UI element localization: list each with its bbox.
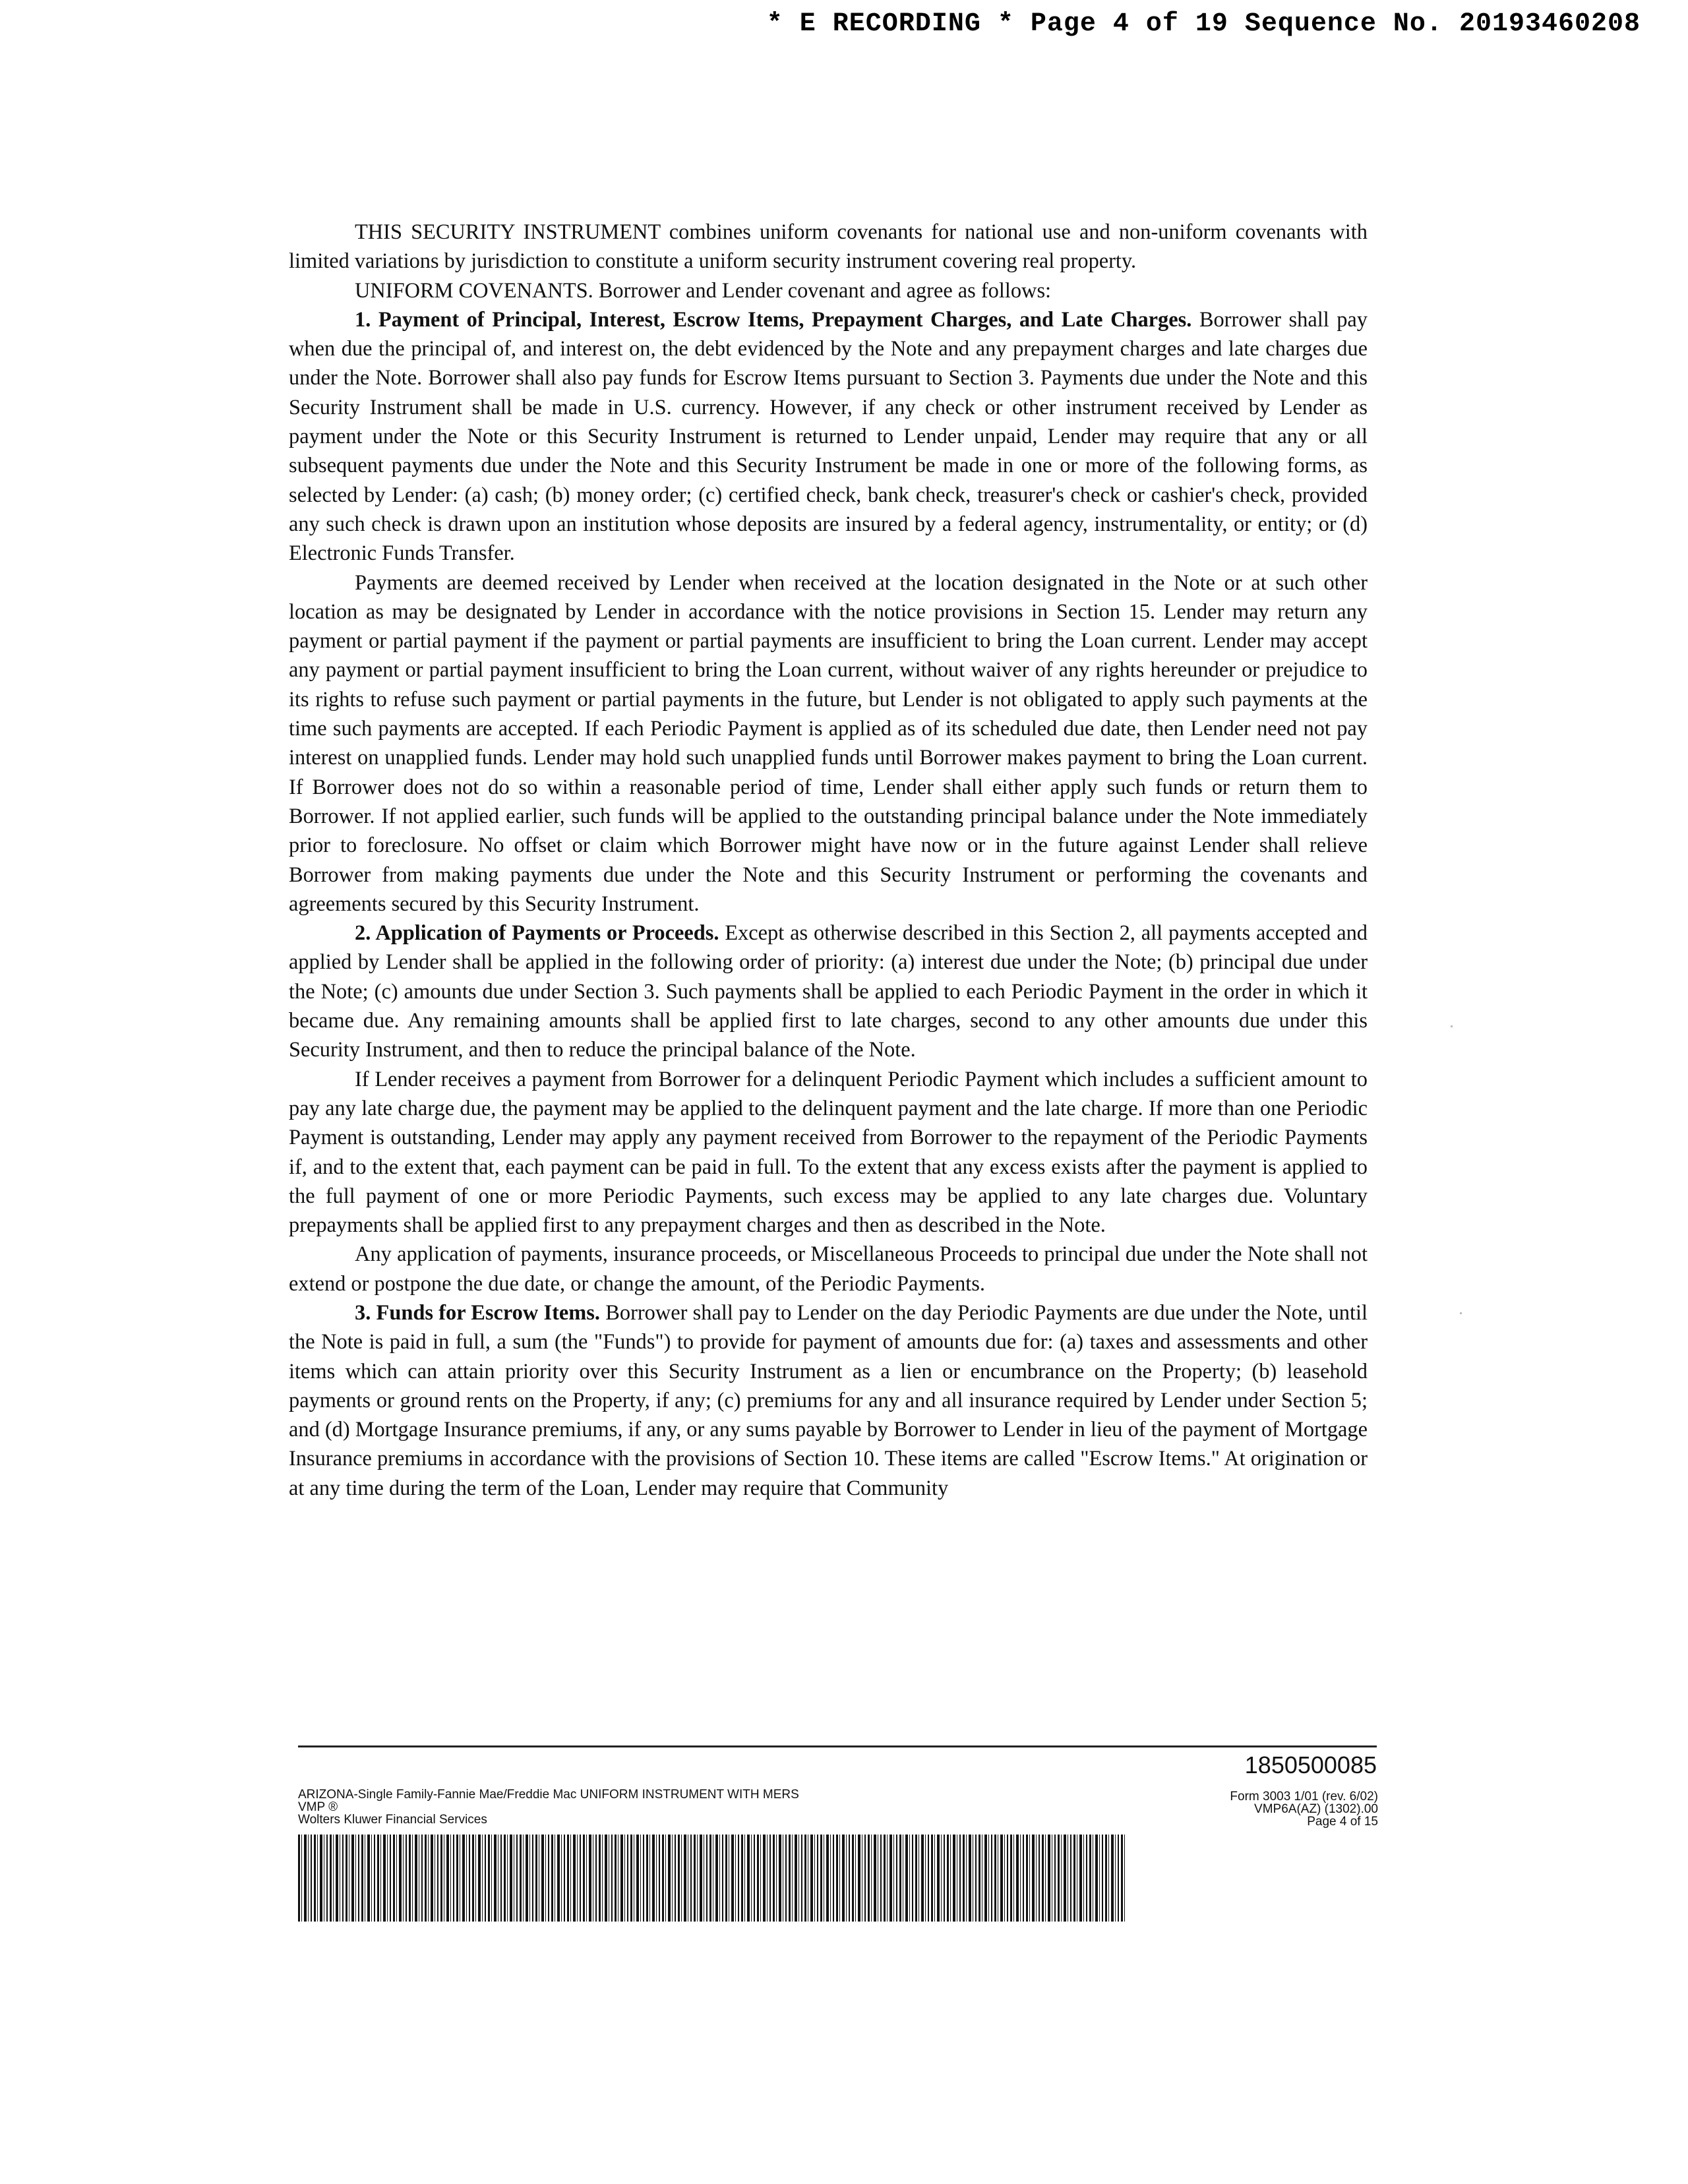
form-description (298, 1788, 799, 1826)
section-2-paragraph-2: If Lender receives a payment from Borrower for a delinquent Periodic Payment which includes a sufficient amount to pay any late charge due, the payment may be applied to the delinquent payment and the late charge. If more than one Periodic Payment is outstanding, Lender may apply any payment received from Borrower to the repayment of the Periodic Payments if, and to the extent that, each payment can be paid in full. To the extent that any excess exists after the payment is applied to the full payment of one or more Periodic Payments, such excess may be applied to any late charges due. Voluntary prepayments shall be applied first to any prepayment charges and then as described in the Note. (289, 1067, 1368, 1238)
form-description-line-3: Wolters Kluwer Financial Services (298, 1813, 487, 1827)
scan-speck (1451, 1025, 1453, 1027)
section-2-text: Except as otherwise described in this Section 2, all payments accepted and applied by Lender shall be applied in the following order of priority: (a) interest due under the Note; (b) principal due under the Note; (c) amounts due under Section 3. Such payments shall be applied to each Periodic Payment in the order in which it became due. Any remaining amounts shall be applied first to late charges, second to any other amounts due under this Security Instrument, and then to reduce the principal balance of the Note. (289, 921, 1368, 1062)
section-1-heading: 1. Payment of Principal, Interest, Escrow Items, Prepayment Charges, and Late Charges. (355, 307, 1192, 332)
uniform-covenants-paragraph: UNIFORM COVENANTS. Borrower and Lender covenant and agree as follows: (355, 278, 1052, 303)
intro-paragraph: THIS SECURITY INSTRUMENT combines uniform covenants for national use and non-uniform covenants with limited variations by jurisdiction to constitute a uniform security instrument covering real property. (289, 220, 1368, 274)
section-1-paragraph (289, 305, 1368, 568)
section-3-paragraph (289, 1298, 1368, 1503)
barcode-image (298, 1835, 1125, 1922)
form-description-line-2: VMP ® (298, 1800, 338, 1814)
recording-header: * E RECORDING * Page 4 of 19 Sequence No. 20193460208 (766, 9, 1641, 39)
form-code-line-3: Page 4 of 15 (1307, 1815, 1378, 1829)
form-code-line-2: VMP6A(AZ) (1302).00 (1254, 1802, 1378, 1816)
scan-speck (1460, 1312, 1462, 1314)
section-2-paragraph-3: Any application of payments, insurance proceeds, or Miscellaneous Proceeds to principal due under the Note shall not extend or postpone the due date, or change the amount, of the Periodic Payments. (289, 1242, 1368, 1296)
section-3-heading: 3. Funds for Escrow Items. (355, 1300, 600, 1325)
section-2-heading: 2. Application of Payments or Proceeds. (355, 921, 719, 946)
form-code (1230, 1790, 1378, 1828)
form-description-line-1: ARIZONA-Single Family-Fannie Mae/Freddie Mac UNIFORM INSTRUMENT WITH MERS (298, 1788, 799, 1802)
section-1-paragraph-2: Payments are deemed received by Lender when received at the location designated in the Note or at such other location as may be designated by Lender in accordance with the notice provisions in Section 15. Lender may return any payment or partial payment if the payment or partial payments are insufficient to bring the Loan current. Lender may accept any payment or partial payment insufficient to bring the Loan current, without waiver of any rights hereunder or prejudice to its rights to refuse such payment or partial payments in the future, but Lender is not obligated to apply such payments at the time such payments are accepted. If each Periodic Payment is applied as of its scheduled due date, then Lender need not pay interest on unapplied funds. Lender may hold such unapplied funds until Borrower makes payment to bring the Loan current. If Borrower does not do so within a reasonable period of time, Lender shall either apply such funds or return them to Borrower. If not applied earlier, such funds will be applied to the outstanding principal balance under the Note immediately prior to foreclosure. No offset or claim which Borrower might have now or in the future against Lender shall relieve Borrower from making payments due under the Note and this Security Instrument or performing the covenants and agreements secured by this Security Instrument. (289, 570, 1368, 916)
section-2-paragraph (289, 919, 1368, 1064)
footer-divider (298, 1745, 1377, 1747)
form-code-line-1: Form 3003 1/01 (rev. 6/02) (1230, 1790, 1378, 1804)
loan-number: 1850500085 (1244, 1751, 1377, 1778)
document-body (289, 218, 1368, 1503)
section-1-text: Borrower shall pay when due the principal of, and interest on, the debt evidenced by the Note and any prepayment charges and late charges due under the Note. Borrower shall also pay funds for Escrow Items pursuant to Section 3. Payments due under the Note and this Security Instrument shall be made in U.S. currency. However, if any check or other instrument received by Lender as payment under the Note or this Security Instrument is returned to Lender unpaid, Lender may require that any or all subsequent payments due under the Note and this Security Instrument be made in one or more of the following forms, as selected by Lender: (a) cash; (b) money order; (c) certified check, bank check, treasurer's check or cashier's check, provided any such check is drawn upon an institution whose deposits are insured by a federal agency, instrumentality, or entity; or (d) Electronic Funds Transfer. (289, 307, 1368, 566)
section-3-text: Borrower shall pay to Lender on the day Periodic Payments are due under the Note, until the Note is paid in full, a sum (the "Funds") to provide for payment of amounts due for: (a) taxes and assessments and other items which can attain priority over this Security Instrument as a lien or encumbrance on the Property; (b) leasehold payments or ground rents on the Property, if any; (c) premiums for any and all insurance required by Lender under Section 5; and (d) Mortgage Insurance premiums, if any, or any sums payable by Borrower to Lender in lieu of the payment of Mortgage Insurance premiums in accordance with the provisions of Section 10. These items are called "Escrow Items." At origination or at any time during the term of the Loan, Lender may require that Community (289, 1300, 1368, 1500)
